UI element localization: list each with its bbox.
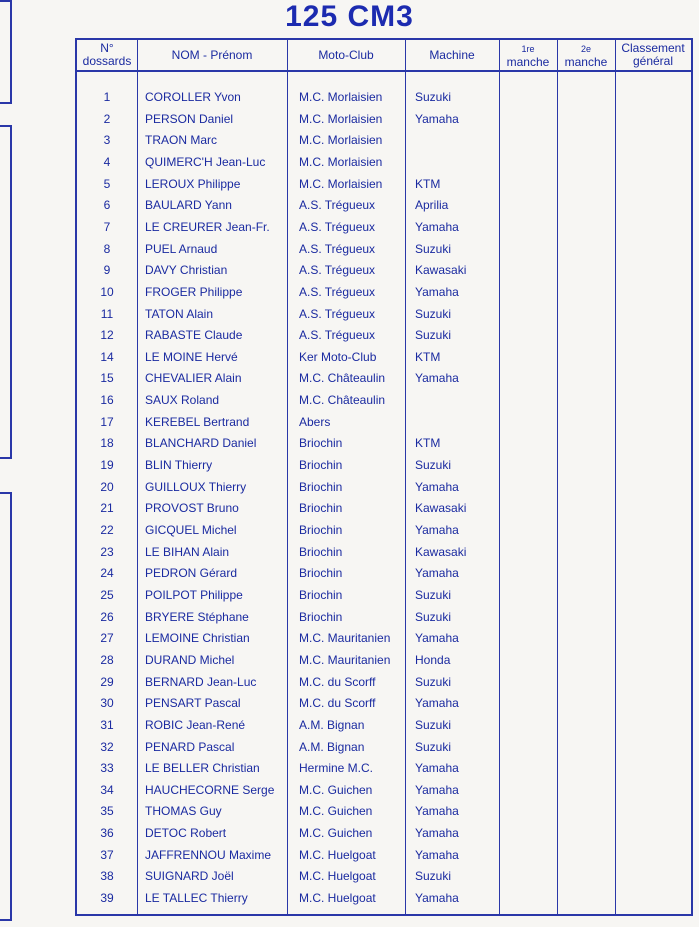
header-classement: Classement général (621, 41, 685, 68)
table-row (77, 325, 691, 347)
dossard-number: 39 (100, 891, 114, 906)
moto-club: M.C. du Scorff (299, 674, 376, 689)
dossard-number: 38 (100, 869, 114, 884)
table-row (77, 347, 691, 369)
moto-club: M.C. Châteaulin (299, 371, 386, 386)
machine: Yamaha (415, 847, 459, 862)
machine: Suzuki (415, 739, 452, 754)
rider-name: DETOC Robert (145, 826, 227, 841)
rider-name: LE MOINE Hervé (145, 349, 238, 364)
machine: Yamaha (415, 826, 459, 841)
moto-club: Briochin (299, 436, 343, 451)
header-manche-2: 2e manche (564, 43, 608, 69)
machine: Suzuki (415, 328, 452, 343)
moto-club: Briochin (299, 501, 343, 516)
table-row (77, 693, 691, 715)
moto-club: Briochin (299, 544, 343, 559)
machine: Yamaha (415, 523, 459, 537)
rider-name: TRAON Marc (145, 133, 217, 148)
dossard-number: 36 (100, 826, 114, 841)
moto-club: A.S. Trégueux (299, 284, 376, 299)
table-row (77, 888, 691, 910)
moto-club: Briochin (299, 479, 343, 494)
machine: Suzuki (415, 674, 452, 689)
rider-name: SUIGNARD Joël (145, 869, 234, 884)
rider-name: PEDRON Gérard (145, 566, 238, 581)
machine: Honda (415, 652, 451, 667)
page-title: 125 CM3 (285, 0, 414, 33)
table-row (77, 585, 691, 607)
table-row (77, 304, 691, 326)
dossard-number: 8 (103, 241, 111, 256)
rider-name: PERSON Daniel (145, 111, 234, 126)
header-name: NOM - Prénom (171, 47, 253, 62)
rider-name: GICQUEL Michel (145, 523, 237, 537)
moto-club: A.S. Trégueux (299, 219, 376, 234)
rider-name: BLANCHARD Daniel (145, 436, 257, 451)
dossard-number: 20 (100, 479, 114, 494)
dossard-number: 34 (100, 782, 114, 797)
moto-club: M.C. Morlaisien (299, 154, 383, 169)
table-row (77, 174, 691, 196)
moto-club: Briochin (299, 458, 343, 473)
moto-club: Abers (299, 414, 331, 429)
machine: Suzuki (415, 609, 452, 624)
machine: Suzuki (415, 241, 452, 256)
rider-name: CHEVALIER Alain (145, 371, 242, 386)
moto-club: A.S. Trégueux (299, 263, 376, 278)
moto-club: M.C. du Scorff (299, 696, 376, 711)
rider-name: BRYERE Stéphane (145, 609, 249, 624)
machine: Yamaha (415, 371, 459, 386)
machine: Suzuki (415, 717, 452, 732)
machine: Yamaha (415, 111, 459, 126)
rider-name: PUEL Arnaud (145, 241, 218, 256)
rider-name: HAUCHECORNE Serge (145, 782, 275, 797)
table-row (77, 433, 691, 455)
table-row (77, 239, 691, 261)
rider-name: PENSART Pascal (145, 696, 241, 711)
machine: Yamaha (415, 631, 459, 646)
dossard-number: 35 (100, 804, 114, 819)
rider-name: KEREBEL Bertrand (145, 414, 250, 429)
table-row (77, 737, 691, 759)
machine: Yamaha (415, 566, 459, 581)
dossard-number: 37 (100, 847, 114, 862)
machine: Yamaha (415, 696, 459, 711)
machine: Suzuki (415, 869, 452, 884)
machine: Yamaha (415, 219, 459, 234)
machine: Yamaha (415, 804, 459, 819)
table-row (77, 845, 691, 867)
rider-name: LEROUX Philippe (145, 176, 241, 191)
dossard-number: 14 (100, 349, 114, 364)
table-row (77, 412, 691, 434)
moto-club: Briochin (299, 566, 343, 581)
moto-club: M.C. Morlaisien (299, 90, 383, 104)
header-dossard: N° dossards (82, 41, 132, 68)
table-row (77, 650, 691, 672)
moto-club: A.S. Trégueux (299, 328, 376, 343)
rider-name: BLIN Thierry (145, 458, 213, 473)
moto-club: A.S. Trégueux (299, 241, 376, 256)
table-row (77, 477, 691, 499)
machine: KTM (415, 176, 441, 191)
table-row (77, 801, 691, 823)
dossard-number: 6 (103, 198, 111, 213)
rider-name: DAVY Christian (145, 263, 228, 278)
results-table (75, 38, 693, 916)
table-header (77, 40, 691, 72)
machine: Kawasaki (415, 263, 467, 278)
header-manche-1: 1re manche (506, 43, 550, 69)
moto-club: A.S. Trégueux (299, 306, 376, 321)
machine: Yamaha (415, 761, 459, 776)
machine: Yamaha (415, 479, 459, 494)
dossard-number: 22 (100, 523, 114, 537)
moto-club: M.C. Huelgoat (299, 891, 376, 906)
machine: Suzuki (415, 306, 452, 321)
dossard-number: 7 (103, 219, 111, 234)
dossard-number: 24 (100, 566, 114, 581)
dossard-number: 4 (103, 154, 111, 169)
table-row (77, 390, 691, 412)
left-margin-frame-bottom (0, 492, 12, 921)
rider-name: ROBIC Jean-René (145, 717, 246, 732)
dossard-number: 32 (100, 739, 114, 754)
table-row (77, 628, 691, 650)
machine: Kawasaki (415, 501, 467, 516)
machine: Suzuki (415, 587, 452, 602)
moto-club: M.C. Huelgoat (299, 847, 376, 862)
rider-name: RABASTE Claude (145, 328, 243, 343)
table-row (77, 217, 691, 239)
moto-club: Briochin (299, 587, 343, 602)
rider-name: PENARD Pascal (145, 739, 235, 754)
header-machine: Machine (429, 47, 475, 62)
rider-name: LE CREURER Jean-Fr. (145, 219, 270, 234)
dossard-number: 30 (100, 696, 114, 711)
dossard-number: 12 (100, 328, 114, 343)
machine: Yamaha (415, 782, 459, 797)
table-row (77, 866, 691, 888)
rider-name: PROVOST Bruno (145, 501, 239, 516)
machine: Suzuki (415, 90, 452, 104)
table-row (77, 520, 691, 542)
moto-club: M.C. Guichen (299, 826, 373, 841)
dossard-number: 27 (100, 631, 114, 646)
dossard-number: 3 (103, 133, 111, 148)
dossard-number: 16 (100, 393, 114, 408)
machine: Kawasaki (415, 544, 467, 559)
moto-club: M.C. Morlaisien (299, 111, 383, 126)
rider-name: QUIMERC'H Jean-Luc (145, 154, 266, 169)
dossard-number: 18 (100, 436, 114, 451)
table-row (77, 607, 691, 629)
machine: Suzuki (415, 458, 452, 473)
rider-name: GUILLOUX Thierry (145, 479, 247, 494)
dossard-number: 10 (100, 284, 114, 299)
dossard-number: 21 (100, 501, 114, 516)
rider-name: LE BIHAN Alain (145, 544, 230, 559)
rider-name: TATON Alain (145, 306, 214, 321)
table-row (77, 455, 691, 477)
table-row (77, 542, 691, 564)
rider-name: THOMAS Guy (145, 804, 222, 819)
dossard-number: 15 (100, 371, 114, 386)
header-club: Moto-Club (318, 47, 374, 62)
moto-club: A.M. Bignan (299, 717, 365, 732)
dossard-number: 31 (100, 717, 114, 732)
rider-name: FROGER Philippe (145, 284, 243, 299)
moto-club: Briochin (299, 609, 343, 624)
dossard-number: 17 (100, 414, 114, 429)
machine: KTM (415, 436, 441, 451)
moto-club: M.C. Guichen (299, 782, 373, 797)
table-row (77, 152, 691, 174)
rider-name: DURAND Michel (145, 652, 235, 667)
machine: KTM (415, 349, 441, 364)
moto-club: M.C. Guichen (299, 804, 373, 819)
table-row (77, 130, 691, 152)
table-row (77, 109, 691, 131)
table-row (77, 195, 691, 217)
dossard-number: 25 (100, 587, 114, 602)
table-row (77, 715, 691, 737)
dossard-number: 26 (100, 609, 114, 624)
dossard-number: 9 (103, 263, 111, 278)
dossard-number: 19 (100, 458, 114, 473)
moto-club: A.S. Trégueux (299, 198, 376, 213)
moto-club: M.C. Huelgoat (299, 869, 376, 884)
table-row (77, 87, 691, 109)
table-row (77, 758, 691, 780)
moto-club: Briochin (299, 523, 343, 537)
left-margin-frame-middle (0, 125, 12, 459)
machine: Aprilia (415, 198, 449, 213)
table-row (77, 780, 691, 802)
machine: Yamaha (415, 891, 459, 906)
table-row (77, 260, 691, 282)
rider-name: BAULARD Yann (145, 198, 232, 213)
table-row (77, 823, 691, 845)
rider-name: SAUX Roland (145, 393, 220, 408)
dossard-number: 29 (100, 674, 114, 689)
moto-club: M.C. Mauritanien (299, 652, 391, 667)
dossard-number: 1 (103, 90, 111, 104)
dossard-number: 11 (100, 306, 114, 321)
moto-club: Ker Moto-Club (299, 349, 377, 364)
dossard-number: 28 (100, 652, 114, 667)
moto-club: M.C. Morlaisien (299, 133, 383, 148)
rider-name: LEMOINE Christian (145, 631, 250, 646)
moto-club: M.C. Châteaulin (299, 393, 386, 408)
rider-name: JAFFRENNOU Maxime (145, 847, 272, 862)
machine: Yamaha (415, 284, 459, 299)
rider-name: COROLLER Yvon (145, 90, 241, 104)
table-row (77, 498, 691, 520)
dossard-number: 2 (103, 111, 111, 126)
rider-name: LE TALLEC Thierry (145, 891, 248, 906)
dossard-number: 33 (100, 761, 114, 776)
dossard-number: 5 (103, 176, 111, 191)
rider-name: POILPOT Philippe (145, 587, 243, 602)
moto-club: M.C. Mauritanien (299, 631, 391, 646)
table-row (77, 563, 691, 585)
rider-name: LE BELLER Christian (145, 761, 260, 776)
rider-name: BERNARD Jean-Luc (145, 674, 257, 689)
moto-club: Hermine M.C. (299, 761, 374, 776)
dossard-number: 23 (100, 544, 114, 559)
moto-club: M.C. Morlaisien (299, 176, 383, 191)
table-row (77, 368, 691, 390)
table-row (77, 282, 691, 304)
table-row (77, 672, 691, 694)
moto-club: A.M. Bignan (299, 739, 365, 754)
